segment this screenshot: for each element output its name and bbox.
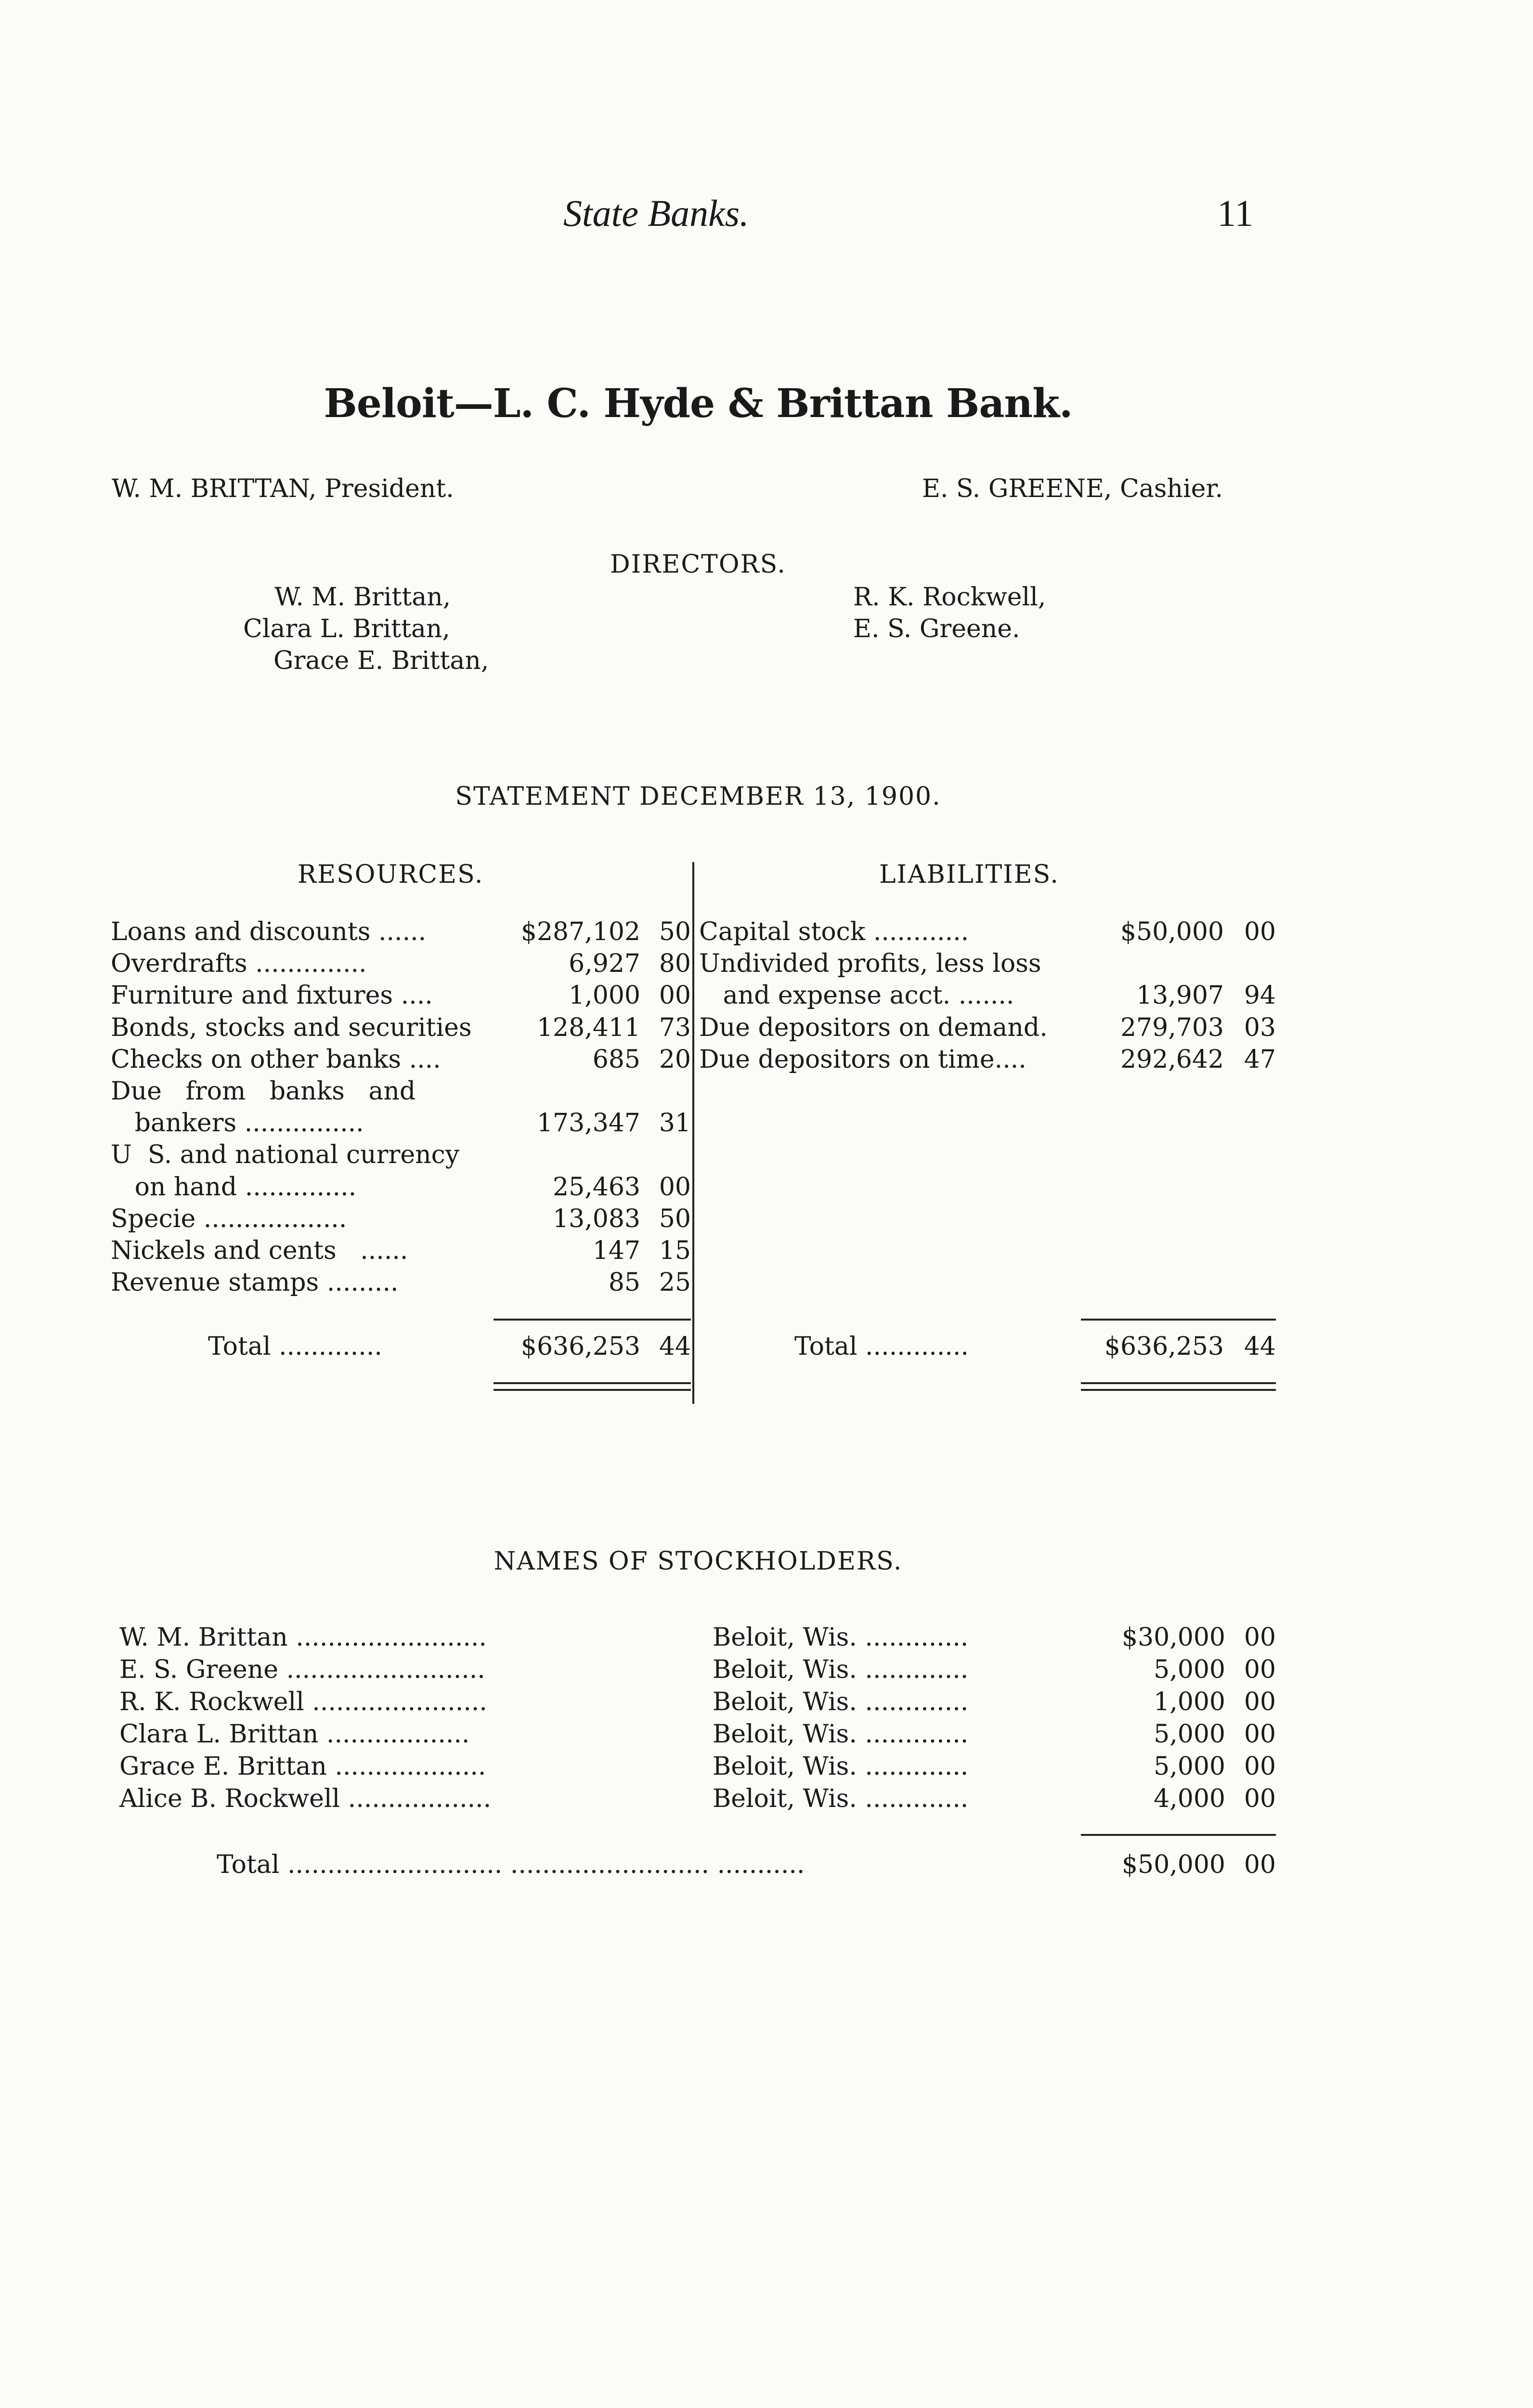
stockholder-name: Clara L. Brittan .................. (119, 1720, 470, 1749)
stockholder-name: Alice B. Rockwell .................. (119, 1784, 492, 1813)
resources-row (111, 949, 691, 981)
total-cents: 44 (659, 1332, 691, 1361)
row-cents: 15 (659, 1236, 691, 1265)
resources-row (111, 1077, 691, 1109)
row-dollars: 292,642 (1120, 1045, 1224, 1074)
row-label: bankers ............... (111, 1109, 364, 1138)
stockholder-cents: 00 (1244, 1752, 1276, 1781)
resources-row (111, 1140, 691, 1172)
stockholder-cents: 00 (1244, 1784, 1276, 1813)
row-cents: 31 (659, 1109, 691, 1138)
stockholder-residence: Beloit, Wis. ............. (713, 1688, 969, 1716)
row-cents: 03 (1244, 1013, 1276, 1042)
row-label: Nickels and cents ...... (111, 1236, 408, 1265)
stockholder-name: E. S. Greene ......................... (119, 1655, 485, 1684)
stockholder-cents: 00 (1244, 1688, 1276, 1716)
stockholder-dollars: 5,000 (1154, 1720, 1225, 1749)
liabilities-row (699, 917, 1276, 949)
stockholder-residence: Beloit, Wis. ............. (713, 1623, 969, 1652)
row-label: Furniture and fixtures .... (111, 981, 433, 1010)
row-label: Due depositors on demand. (699, 1013, 1048, 1042)
liabilities-heading: LIABILITIES. (879, 860, 1059, 889)
director-name: E. S. Greene. (853, 615, 1020, 643)
row-dollars: 685 (592, 1045, 640, 1074)
stockholder-cents: 00 (1244, 1655, 1276, 1684)
statement-heading: STATEMENT DECEMBER 13, 1900. (455, 782, 941, 811)
liabilities-row (699, 1013, 1276, 1045)
liabilities-row (699, 949, 1276, 981)
running-title: State Banks. (563, 192, 749, 234)
cashier-line: E. S. GREENE, Cashier. (922, 474, 1223, 503)
stockholder-name: Grace E. Brittan ................... (119, 1752, 486, 1781)
director-name: Clara L. Brittan, (243, 615, 450, 643)
row-dollars: 13,083 (553, 1204, 640, 1233)
stockholder-residence: Beloit, Wis. ............. (713, 1752, 969, 1781)
bank-title: Beloit—L. C. Hyde & Brittan Bank. (324, 380, 1073, 427)
row-label: Overdrafts .............. (111, 949, 367, 978)
column-divider (692, 862, 694, 1404)
stockholder-cents: 00 (1244, 1623, 1276, 1652)
row-dollars: $287,102 (520, 917, 640, 946)
total-dollars: $50,000 (1121, 1850, 1225, 1879)
resources-row (111, 1109, 691, 1140)
row-label: Due from banks and (111, 1077, 416, 1106)
total-label: Total ............. (208, 1332, 382, 1361)
page-number: 11 (1217, 192, 1254, 234)
director-name: W. M. Brittan, (274, 583, 451, 612)
row-label: Revenue stamps ......... (111, 1268, 399, 1297)
resources-row (111, 981, 691, 1013)
subtotal-rule (1081, 1319, 1276, 1321)
directors-heading: DIRECTORS. (610, 550, 786, 579)
liabilities-total-row (699, 1332, 1276, 1364)
subtotal-rule (494, 1319, 691, 1321)
stockholder-name: R. K. Rockwell ...................... (119, 1688, 487, 1716)
row-label: Capital stock ............ (699, 917, 969, 946)
total-double-rule-bottom (1081, 1389, 1276, 1391)
total-cents: 00 (1244, 1850, 1276, 1879)
stockholder-row (119, 1720, 1276, 1752)
resources-row (111, 1173, 691, 1204)
row-dollars: 6,927 (569, 949, 640, 978)
director-name: Grace E. Brittan, (273, 646, 489, 675)
row-cents: 50 (659, 917, 691, 946)
stockholder-dollars: 5,000 (1154, 1655, 1225, 1684)
resources-row (111, 917, 691, 949)
resources-row (111, 1268, 691, 1300)
resources-row (111, 1236, 691, 1268)
total-double-rule-bottom (494, 1389, 691, 1391)
resources-row (111, 1013, 691, 1045)
row-dollars: $50,000 (1120, 917, 1224, 946)
row-cents: 94 (1244, 981, 1276, 1010)
row-label: Checks on other banks .... (111, 1045, 441, 1074)
total-dollars: $636,253 (1104, 1332, 1224, 1361)
stockholder-residence: Beloit, Wis. ............. (713, 1655, 969, 1684)
director-name: R. K. Rockwell, (853, 583, 1046, 612)
stockholder-cents: 00 (1244, 1720, 1276, 1749)
total-label: Total ............. (794, 1332, 969, 1361)
resources-row (111, 1045, 691, 1077)
row-label: Undivided profits, less loss (699, 949, 1041, 978)
stockholder-row (119, 1752, 1276, 1784)
row-dollars: 128,411 (536, 1013, 640, 1042)
stockholder-row (119, 1688, 1276, 1719)
stockholders-total-row (119, 1850, 1276, 1882)
stockholders-total-rule (1081, 1834, 1276, 1836)
row-cents: 73 (659, 1013, 691, 1042)
stockholder-dollars: $30,000 (1121, 1623, 1225, 1652)
row-dollars: 25,463 (553, 1173, 640, 1202)
row-dollars: 1,000 (569, 981, 640, 1010)
stockholder-row (119, 1784, 1276, 1816)
total-cents: 44 (1244, 1332, 1276, 1361)
row-label: Due depositors on time.... (699, 1045, 1026, 1074)
resources-heading: RESOURCES. (298, 860, 484, 889)
stockholder-residence: Beloit, Wis. ............. (713, 1720, 969, 1749)
stockholder-residence: Beloit, Wis. ............. (713, 1784, 969, 1813)
row-dollars: 279,703 (1120, 1013, 1224, 1042)
total-label: Total ........................... ......................... ........... (217, 1850, 805, 1879)
row-cents: 20 (659, 1045, 691, 1074)
row-dollars: 85 (608, 1268, 640, 1297)
row-cents: 25 (659, 1268, 691, 1297)
row-label: Loans and discounts ...... (111, 917, 427, 946)
stockholder-dollars: 1,000 (1154, 1688, 1225, 1716)
stockholder-dollars: 4,000 (1154, 1784, 1225, 1813)
resources-total-row (111, 1332, 691, 1364)
row-cents: 80 (659, 949, 691, 978)
row-label: Specie .................. (111, 1204, 347, 1233)
row-dollars: 147 (592, 1236, 640, 1265)
total-double-rule-top (1081, 1382, 1276, 1384)
row-label: and expense acct. ....... (699, 981, 1014, 1010)
liabilities-row (699, 981, 1276, 1013)
row-cents: 47 (1244, 1045, 1276, 1074)
row-label: U S. and national currency (111, 1140, 460, 1169)
stockholder-row (119, 1623, 1276, 1655)
stockholder-dollars: 5,000 (1154, 1752, 1225, 1781)
president-line: W. M. BRITTAN, President. (112, 474, 454, 503)
row-cents: 00 (659, 1173, 691, 1202)
stockholders-heading: NAMES OF STOCKHOLDERS. (494, 1547, 903, 1576)
total-dollars: $636,253 (520, 1332, 640, 1361)
row-label: on hand .............. (111, 1173, 357, 1202)
row-cents: 00 (1244, 917, 1276, 946)
row-dollars: 173,347 (536, 1109, 640, 1138)
row-cents: 50 (659, 1204, 691, 1233)
row-cents: 00 (659, 981, 691, 1010)
liabilities-row (699, 1045, 1276, 1077)
total-double-rule-top (494, 1382, 691, 1384)
resources-row (111, 1204, 691, 1236)
row-dollars: 13,907 (1136, 981, 1224, 1010)
stockholder-row (119, 1655, 1276, 1687)
row-label: Bonds, stocks and securities (111, 1013, 472, 1042)
stockholder-name: W. M. Brittan ........................ (119, 1623, 487, 1652)
